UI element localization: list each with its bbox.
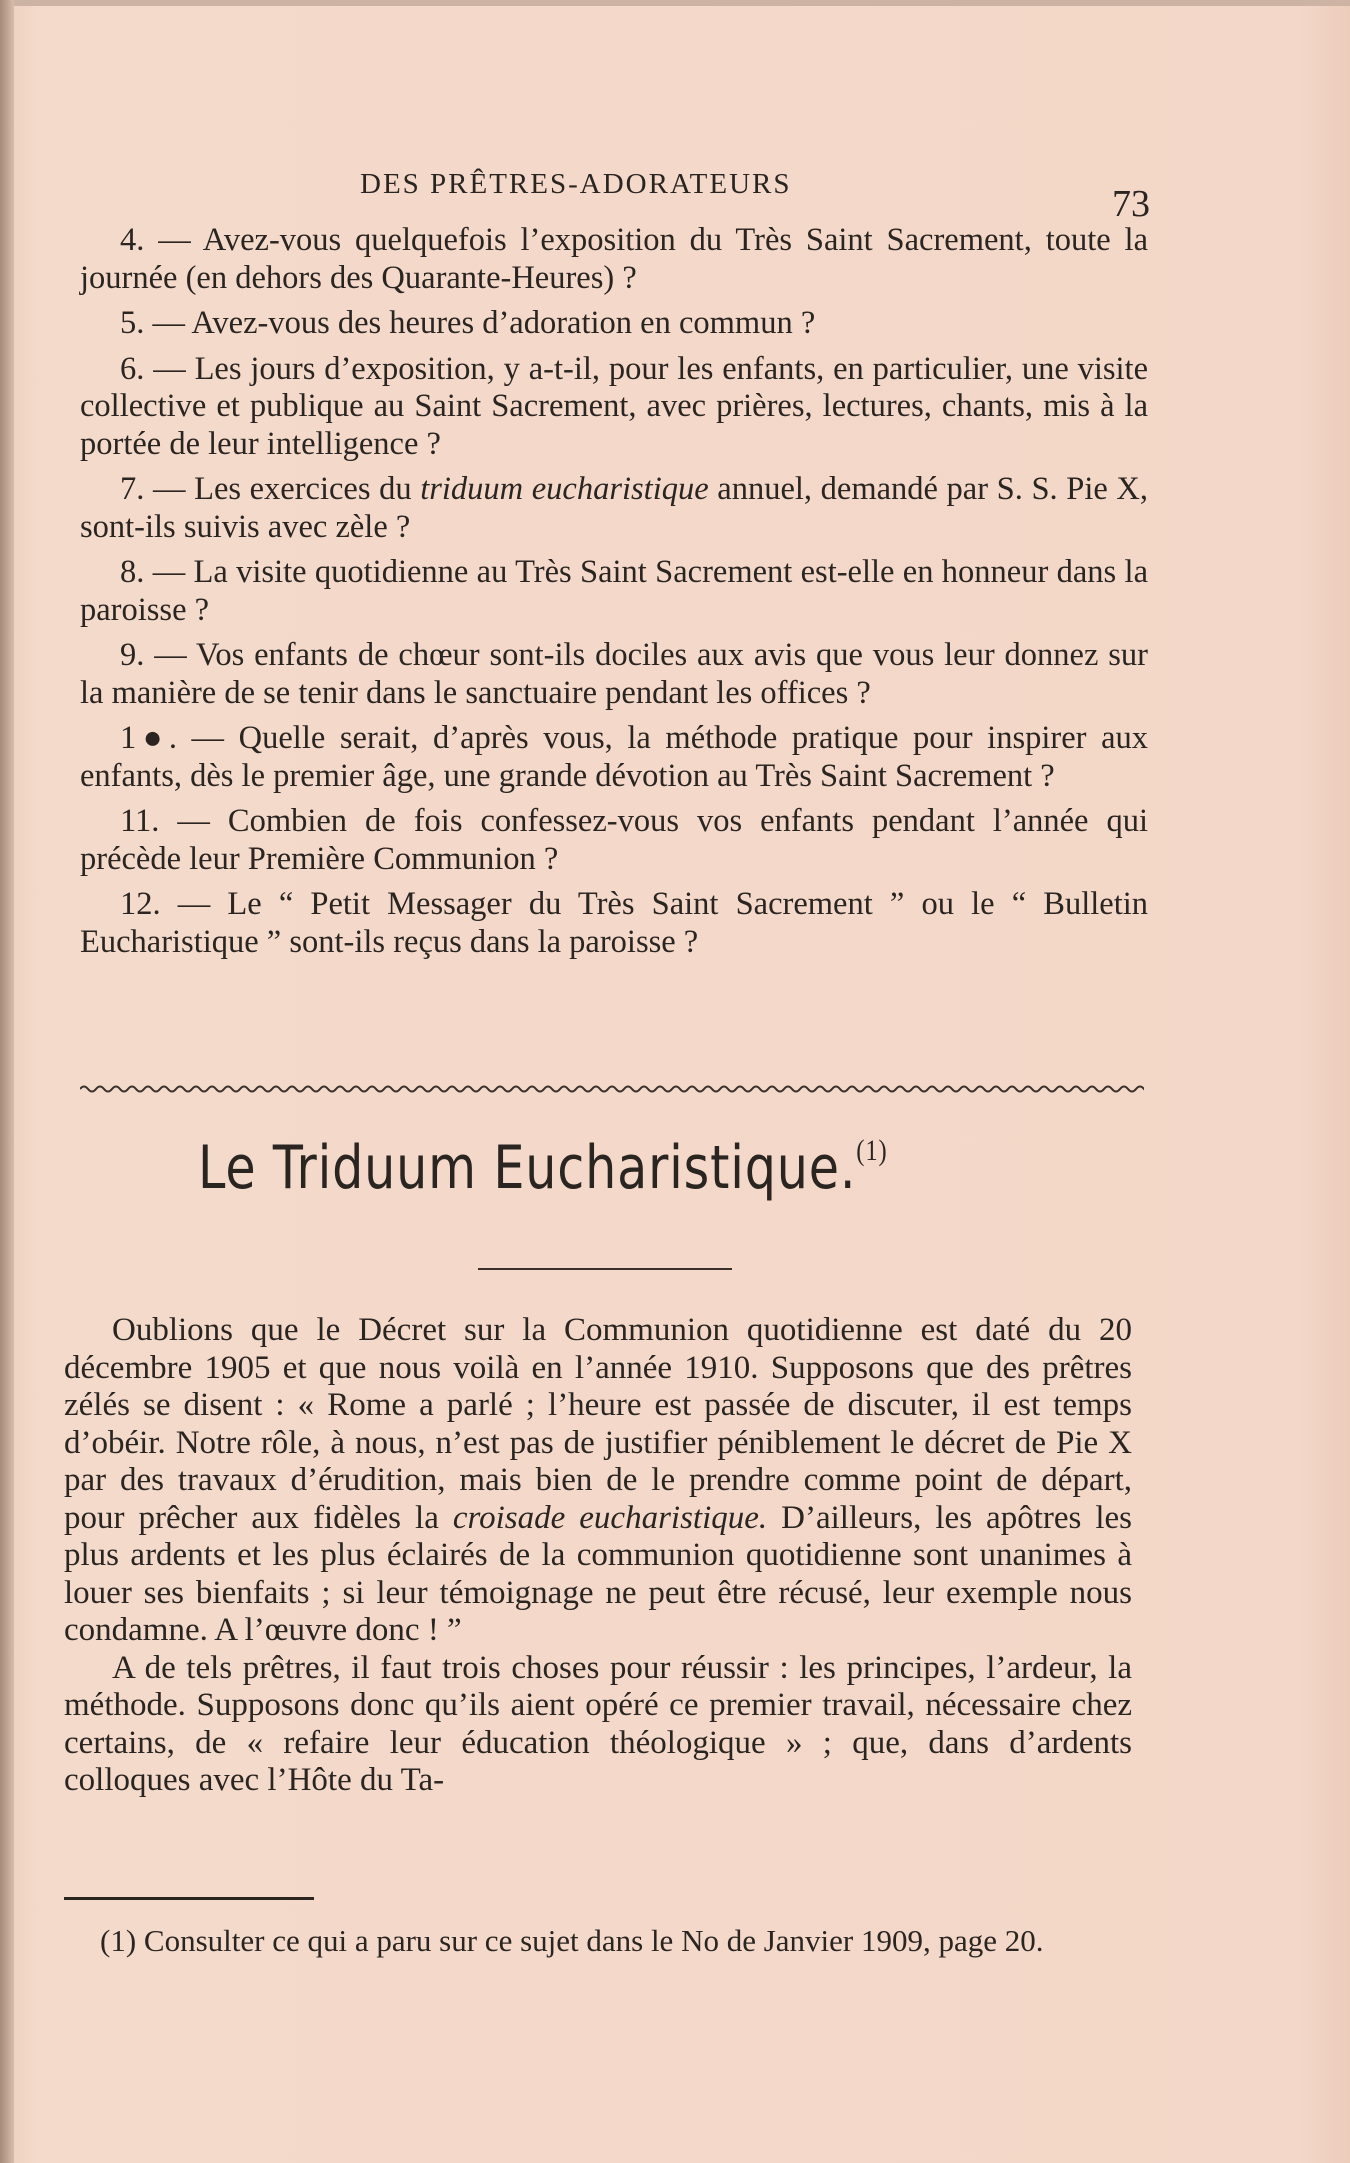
question-10: 1●. — Quelle serait, d’après vous, la méthode pratique pour inspirer aux enfants, dès le premier âge, une grande dévotion au Très Saint Sacrement ? (80, 720, 1148, 794)
wavy-divider (80, 1078, 1144, 1100)
question-6: 6. — Les jours d’exposition, y a-t-il, pour les enfants, en particulier, une visite collective et publique au Saint Sacrement, avec prières, lectures, chants, mis à la portée de leur intelligence ? (80, 350, 1148, 462)
body-paragraph-1-italic: croisade eucharistique. (452, 1499, 768, 1536)
footnote-text: (1) Consulter ce qui a paru sur ce sujet dans le No de Janvier 1909, page 20. (100, 1923, 1044, 1958)
footnote (64, 1922, 1132, 1959)
body-paragraph-1-end: D’ailleurs, les apôtres les plus ardents et les plus éclairés de la communion quotidienne sont unanimes à louer ses bienfaits ; si leur témoignage ne peut être récusé, leur exemple nous condamne. A l’œuvre donc ! ” (64, 1499, 1132, 1648)
question-4: 4. — Avez-vous quelquefois l’exposition du Très Saint Sacrement, toute la journée (en dehors des Quarante-Heures) ? (80, 222, 1148, 296)
question-7-start: 7. — Les exercices du (120, 471, 421, 507)
question-11: 11. — Combien de fois confessez-vous vos enfants pendant l’année qui précède leur Première Communion ? (80, 803, 1148, 877)
running-header: DES PRÊTRES-ADORATEURS (360, 168, 792, 200)
question-8: 8. — La visite quotidienne au Très Saint Sacrement est-elle en honneur dans la paroisse ? (80, 554, 1148, 628)
questions-list (80, 222, 1148, 969)
question-7 (80, 471, 1148, 546)
page-top-edge (0, 0, 1350, 6)
title-rule (478, 1268, 732, 1270)
body-paragraph-1-start: Oublions que le Décret sur la Communion quotidienne est daté du 20 décembre 1905 et que nous voilà en l’année 1910. Supposons que des prêtres zélés se disent : « Rome a parlé ; l’heure est passée de discuter, il est temps d’obéir. Notre rôle, à nous, n’est pas de justifier péniblement le décret de Pie X par des travaux d’érudition, mais bien de le prendre comme point de départ, pour prêcher aux fidèles la (64, 1312, 1132, 1536)
page-binding-edge (0, 0, 14, 2163)
question-7-italic: triduum eucharistique (420, 471, 709, 507)
body-text (64, 1312, 1132, 1800)
footnote-marker: (1) (856, 1134, 888, 1167)
body-paragraph-2: A de tels prêtres, il faut trois choses pour réussir : les principes, l’ardeur, la méthode. Supposons donc qu’ils aient opéré ce premier travail, nécessaire chez certains, de « refaire leur éducation théologique » ; que, dans d’ardents colloques avec l’Hôte du Ta- (64, 1649, 1132, 1798)
question-9: 9. — Vos enfants de chœur sont-ils dociles aux avis que vous leur donnez sur la manière de se tenir dans le sanctuaire pendant les offices ? (80, 637, 1148, 711)
footnote-rule (64, 1897, 314, 1900)
body-paragraph-1 (64, 1312, 1132, 1650)
question-5: 5. — Avez-vous des heures d’adoration en commun ? (120, 305, 816, 341)
section-title (198, 1133, 887, 1203)
page-number: 73 (1112, 183, 1150, 225)
question-7-end: annuel, demandé par S. S. Pie X, sont-ils suivis avec zèle ? (80, 471, 1148, 545)
question-12: 12. — Le “ Petit Messager du Très Saint Sacrement ” ou le “ Bulletin Eucharistique ” sont-ils reçus dans la paroisse ? (80, 886, 1148, 960)
section-title-text: Le Triduum Eucharistique. (198, 1133, 857, 1203)
